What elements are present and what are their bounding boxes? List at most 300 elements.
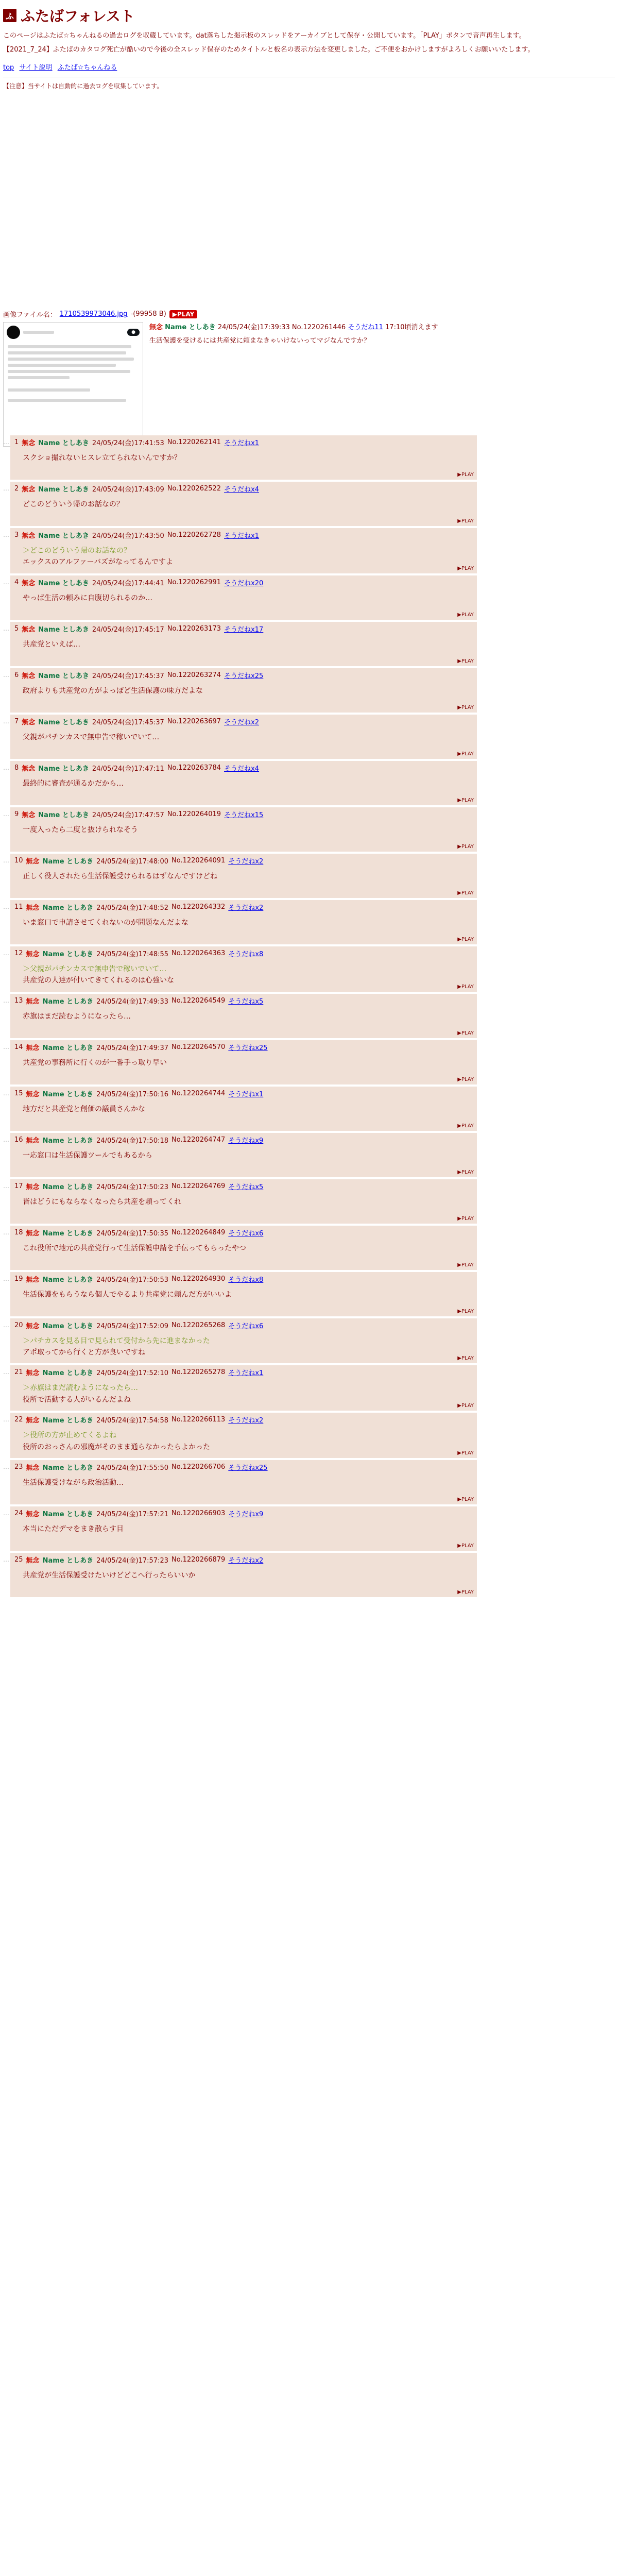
reply-sodane-link[interactable]: そうだねx2 bbox=[228, 1556, 264, 1565]
reply-quote: ＞どこのどういう帰のお話なの？ bbox=[23, 547, 131, 555]
reply-sodane-link[interactable]: そうだねx25 bbox=[224, 672, 264, 680]
reply-number: No.1220264570 bbox=[171, 1043, 226, 1051]
tweet-line bbox=[8, 358, 134, 361]
reply-header bbox=[14, 1042, 473, 1052]
reply-name: Name としあき bbox=[42, 1510, 94, 1518]
op-header bbox=[3, 309, 615, 319]
reply-number: No.1220264332 bbox=[171, 903, 226, 911]
op-image-size: -(99958 B) bbox=[130, 310, 166, 318]
reply-label: 無念 bbox=[26, 1090, 40, 1098]
reply-box bbox=[10, 715, 477, 759]
notice: 【注意】当サイトは自動的に過去ログを収集しています。 bbox=[3, 82, 163, 90]
reply-quote: ＞父親がパチンカスで無申告で稼いでいて… bbox=[23, 964, 167, 973]
reply-name: Name としあき bbox=[42, 857, 94, 866]
reply-number: No.1220264019 bbox=[167, 810, 221, 818]
reply-box bbox=[10, 1460, 477, 1504]
tweet-body bbox=[4, 345, 143, 402]
reply-date: 24/05/24(金)17:57:21 bbox=[96, 1510, 169, 1518]
reply-label: 無念 bbox=[26, 1510, 40, 1518]
reply-box bbox=[10, 1087, 477, 1131]
reply-marker: … bbox=[3, 810, 9, 818]
reply-text-block bbox=[23, 1335, 474, 1362]
reply-box bbox=[10, 900, 477, 944]
reply-index: 9 bbox=[14, 810, 19, 818]
reply-index: 19 bbox=[14, 1275, 23, 1283]
reply-header bbox=[14, 1228, 473, 1238]
reply-play-button[interactable]: ▶PLAY bbox=[457, 658, 474, 664]
reply-play-button[interactable]: ▶PLAY bbox=[457, 1076, 474, 1082]
reply-list bbox=[3, 435, 615, 1599]
reply-name: Name としあき bbox=[38, 579, 89, 587]
reply-text: エックスのアルファーバズがなってるんですよ bbox=[23, 558, 174, 567]
reply-sodane-link[interactable]: そうだねx5 bbox=[228, 1183, 264, 1191]
reply-number: No.1220263784 bbox=[167, 764, 221, 772]
reply-name: Name としあき bbox=[42, 1417, 94, 1425]
reply-date: 24/05/24(金)17:48:00 bbox=[96, 857, 169, 866]
reply-marker: … bbox=[3, 996, 9, 1004]
reply-number: No.1220264549 bbox=[171, 996, 226, 1005]
reply-box bbox=[10, 622, 477, 666]
reply-box bbox=[10, 1133, 477, 1177]
reply-sodane-link[interactable]: そうだねx20 bbox=[224, 579, 264, 587]
reply-sodane-link[interactable]: そうだねx2 bbox=[228, 1417, 264, 1425]
reply-date: 24/05/24(金)17:52:10 bbox=[96, 1369, 169, 1378]
reply-index: 10 bbox=[14, 856, 23, 865]
reply-sodane-link[interactable]: そうだねx4 bbox=[224, 486, 260, 494]
reply-number: No.1220264363 bbox=[171, 949, 226, 957]
reply-marker: … bbox=[3, 1368, 9, 1376]
reply-text-block bbox=[23, 1196, 473, 1208]
reply-text-block bbox=[23, 1570, 473, 1581]
reply-box bbox=[10, 482, 477, 526]
reply-sodane-link[interactable]: そうだねx4 bbox=[224, 765, 260, 773]
reply-text-block bbox=[23, 592, 473, 604]
reply-sodane-link[interactable]: そうだねx5 bbox=[228, 997, 264, 1006]
reply-box bbox=[10, 761, 477, 805]
page-header bbox=[3, 3, 615, 223]
file-label: 画像ファイル名： bbox=[3, 311, 57, 319]
reply-row bbox=[3, 994, 615, 1038]
reply-marker: … bbox=[3, 856, 9, 864]
reply-text: 赤旗はまだ読むようになったら… bbox=[23, 1012, 131, 1021]
reply-label: 無念 bbox=[26, 1044, 40, 1052]
tweet-line bbox=[8, 364, 116, 367]
reply-marker: … bbox=[3, 1228, 9, 1236]
reply-date: 24/05/24(金)17:43:09 bbox=[92, 486, 164, 494]
reply-sodane-link[interactable]: そうだねx2 bbox=[228, 857, 264, 866]
reply-play-button[interactable]: ▶PLAY bbox=[457, 843, 474, 850]
reply-number: No.1220263697 bbox=[167, 717, 221, 725]
reply-play-button[interactable]: ▶PLAY bbox=[457, 518, 474, 524]
reply-sodane-link[interactable]: そうだねx6 bbox=[228, 1229, 264, 1238]
reply-sodane-link[interactable]: そうだねx2 bbox=[228, 904, 264, 912]
reply-number: No.1220266706 bbox=[171, 1463, 226, 1471]
reply-index: 1 bbox=[14, 438, 19, 446]
futaba-logo-icon: ふ bbox=[3, 9, 16, 22]
reply-header bbox=[14, 1555, 473, 1565]
reply-quote: ＞パチカスを見る目で見られて受付から先に進まなかった bbox=[23, 1336, 210, 1345]
op-number: No.1220261446 bbox=[291, 324, 346, 331]
reply-header bbox=[14, 1181, 473, 1191]
reply-row bbox=[3, 1133, 615, 1177]
reply-box bbox=[10, 807, 477, 852]
reply-date: 24/05/24(金)17:49:37 bbox=[96, 1044, 169, 1052]
reply-date: 24/05/24(金)17:47:11 bbox=[92, 765, 164, 773]
reply-row bbox=[3, 1413, 615, 1458]
reply-text: 最終的に審査が通るかだから… bbox=[23, 779, 124, 788]
reply-sodane-link[interactable]: そうだねx6 bbox=[228, 1322, 264, 1330]
reply-date: 24/05/24(金)17:47:57 bbox=[92, 811, 164, 819]
nav-top-link[interactable]: top bbox=[3, 63, 14, 72]
reply-label: 無念 bbox=[22, 439, 36, 447]
reply-text-block bbox=[23, 685, 473, 697]
reply-number: No.1220262991 bbox=[167, 578, 221, 586]
reply-play-button[interactable]: ▶PLAY bbox=[457, 1450, 474, 1456]
reply-header bbox=[14, 856, 473, 866]
op-name: Name としあき bbox=[165, 324, 216, 331]
reply-row bbox=[3, 715, 615, 759]
reply-label: 無念 bbox=[26, 1417, 40, 1425]
reply-name: Name としあき bbox=[38, 625, 89, 634]
reply-text-block bbox=[23, 639, 473, 650]
tweet-line bbox=[8, 376, 70, 379]
reply-play-button[interactable]: ▶PLAY bbox=[457, 1496, 474, 1502]
reply-header bbox=[14, 1462, 473, 1472]
op-image-link[interactable]: 1710539973046.jpg bbox=[59, 310, 128, 318]
reply-date: 24/05/24(金)17:41:53 bbox=[92, 439, 164, 447]
reply-text: 生活保護受けながら政治活動… bbox=[23, 1478, 124, 1487]
reply-label: 無念 bbox=[26, 1556, 40, 1565]
avatar bbox=[7, 326, 20, 339]
reply-index: 11 bbox=[14, 903, 23, 911]
reply-marker: … bbox=[3, 949, 9, 957]
reply-box bbox=[10, 1506, 477, 1551]
reply-sodane-link[interactable]: そうだねx1 bbox=[228, 1090, 264, 1098]
reply-text: 一応窓口は生活保護ツールでもあるから bbox=[23, 1151, 152, 1160]
reply-label: 無念 bbox=[22, 811, 36, 819]
reply-marker: … bbox=[3, 1136, 9, 1143]
reply-row bbox=[3, 1272, 615, 1316]
reply-marker: … bbox=[3, 1463, 9, 1470]
reply-name: Name としあき bbox=[38, 718, 89, 726]
op-label: 無念 bbox=[149, 324, 163, 331]
reply-index: 2 bbox=[14, 485, 19, 493]
reply-name: Name としあき bbox=[42, 1369, 94, 1378]
reply-marker: … bbox=[3, 1416, 9, 1423]
op-sodane-link[interactable]: そうだね11 bbox=[348, 324, 383, 331]
reply-row bbox=[3, 482, 615, 526]
tweet-line bbox=[8, 370, 130, 373]
reply-date: 24/05/24(金)17:45:17 bbox=[92, 625, 164, 634]
reply-box bbox=[10, 575, 477, 620]
reply-sodane-link[interactable]: そうだねx8 bbox=[228, 950, 264, 958]
reply-marker: … bbox=[3, 764, 9, 771]
reply-marker: … bbox=[3, 1509, 9, 1517]
reply-text-block bbox=[23, 917, 473, 928]
reply-row bbox=[3, 1318, 615, 1364]
reply-date: 24/05/24(金)17:43:50 bbox=[92, 532, 164, 540]
reply-date: 24/05/24(金)17:44:41 bbox=[92, 579, 164, 587]
reply-row bbox=[3, 1087, 615, 1131]
site-title bbox=[3, 5, 615, 26]
reply-play-button[interactable]: ▶PLAY bbox=[457, 612, 474, 618]
reply-index: 21 bbox=[14, 1368, 23, 1377]
reply-header bbox=[14, 1135, 473, 1145]
reply-index: 17 bbox=[14, 1182, 23, 1190]
reply-name: Name としあき bbox=[42, 950, 94, 958]
reply-name: Name としあき bbox=[42, 1556, 94, 1565]
reply-play-button[interactable]: ▶PLAY bbox=[457, 1589, 474, 1595]
reply-header bbox=[14, 763, 473, 773]
reply-sodane-link[interactable]: そうだねx17 bbox=[224, 625, 264, 634]
reply-index: 23 bbox=[14, 1463, 23, 1471]
reply-index: 16 bbox=[14, 1136, 23, 1144]
reply-number: No.1220264769 bbox=[171, 1182, 226, 1190]
reply-date: 24/05/24(金)17:57:23 bbox=[96, 1556, 169, 1565]
reply-date: 24/05/24(金)17:50:18 bbox=[96, 1137, 169, 1145]
reply-marker: … bbox=[3, 624, 9, 632]
reply-sodane-link[interactable]: そうだねx1 bbox=[228, 1369, 264, 1378]
reply-name: Name としあき bbox=[42, 904, 94, 912]
reply-play-button[interactable]: ▶PLAY bbox=[457, 1169, 474, 1175]
reply-number: No.1220266903 bbox=[171, 1509, 226, 1517]
tweet-name-placeholder bbox=[23, 331, 54, 334]
reply-header bbox=[14, 1367, 473, 1377]
reply-index: 8 bbox=[14, 764, 19, 772]
reply-text-block bbox=[23, 1477, 473, 1488]
reply-name: Name としあき bbox=[38, 439, 89, 447]
reply-marker: … bbox=[3, 1043, 9, 1050]
reply-play-button[interactable]: ▶PLAY bbox=[457, 1403, 474, 1409]
reply-box bbox=[10, 1179, 477, 1224]
reply-label: 無念 bbox=[26, 997, 40, 1006]
reply-sodane-link[interactable]: そうだねx9 bbox=[228, 1137, 264, 1145]
reply-date: 24/05/24(金)17:48:55 bbox=[96, 950, 169, 958]
reply-index: 22 bbox=[14, 1416, 23, 1424]
reply-play-button[interactable]: ▶PLAY bbox=[457, 984, 474, 990]
reply-play-button[interactable]: ▶PLAY bbox=[457, 1262, 474, 1268]
reply-header bbox=[14, 996, 473, 1006]
reply-box bbox=[10, 1553, 477, 1597]
tweet-header bbox=[4, 323, 143, 342]
reply-header bbox=[14, 902, 473, 912]
reply-text-block bbox=[23, 778, 473, 789]
reply-header bbox=[14, 530, 473, 540]
reply-text: 地方だと共産党と創価の議員さんかな bbox=[23, 1105, 145, 1113]
reply-number: No.1220265268 bbox=[171, 1321, 226, 1329]
reply-text: 父親がパチンカスで無申告で稼いでいて… bbox=[23, 733, 160, 741]
reply-text: 共産党の事務所に行くのが一番手っ取り早い bbox=[23, 1058, 167, 1067]
reply-number: No.1220263173 bbox=[167, 624, 221, 633]
reply-play-button[interactable]: ▶PLAY bbox=[457, 751, 474, 757]
reply-index: 6 bbox=[14, 671, 19, 679]
reply-play-button[interactable]: ▶PLAY bbox=[457, 704, 474, 710]
reply-text: やっぱ生活の頼みに自腹切られるのか… bbox=[23, 594, 152, 602]
nav-help-link[interactable]: サイト説明 bbox=[19, 63, 53, 72]
reply-row bbox=[3, 854, 615, 898]
reply-index: 3 bbox=[14, 531, 19, 539]
reply-text-block bbox=[23, 499, 473, 510]
reply-row bbox=[3, 1040, 615, 1084]
tweet-line bbox=[8, 388, 90, 392]
reply-label: 無念 bbox=[22, 532, 36, 540]
reply-play-button[interactable]: ▶PLAY bbox=[457, 565, 474, 571]
reply-header bbox=[14, 1509, 473, 1518]
reply-sodane-link[interactable]: そうだねx15 bbox=[224, 811, 264, 819]
reply-text-block bbox=[23, 1430, 473, 1453]
reply-play-button[interactable]: ▶PLAY bbox=[457, 1543, 474, 1549]
site-title-text: ふたばフォレスト bbox=[21, 8, 135, 25]
reply-box bbox=[10, 668, 477, 713]
reply-box bbox=[10, 1226, 477, 1270]
reply-date: 24/05/24(金)17:50:16 bbox=[96, 1090, 169, 1098]
reply-header bbox=[14, 717, 473, 726]
reply-number: No.1220263274 bbox=[167, 671, 221, 679]
reply-box bbox=[10, 1272, 477, 1316]
reply-text-block bbox=[23, 824, 473, 836]
op-date: 24/05/24(金)17:39:33 bbox=[217, 324, 290, 331]
reply-index: 15 bbox=[14, 1089, 23, 1097]
reply-box bbox=[10, 1318, 477, 1364]
reply-row bbox=[3, 807, 615, 852]
tweet-line bbox=[8, 399, 126, 402]
reply-box bbox=[10, 528, 477, 573]
reply-number: No.1220266113 bbox=[171, 1416, 226, 1424]
reply-text: 役所で活動する人がいるんだよね bbox=[23, 1395, 131, 1404]
op-text: 生活保護を受けるには共産党に頼まなきゃいけないってマジなんですか？ bbox=[149, 337, 371, 345]
reply-text: 本当にただデマをまき散らす目 bbox=[23, 1524, 124, 1533]
reply-box bbox=[10, 1040, 477, 1084]
reply-label: 無念 bbox=[26, 1229, 40, 1238]
reply-play-button[interactable]: ▶PLAY bbox=[457, 936, 474, 942]
reply-label: 無念 bbox=[22, 672, 36, 680]
reply-header bbox=[14, 948, 473, 958]
op-thumbnail[interactable] bbox=[3, 322, 143, 447]
reply-index: 12 bbox=[14, 949, 23, 957]
reply-play-button[interactable]: ▶PLAY bbox=[457, 1123, 474, 1129]
op-play-button[interactable]: ▶PLAY bbox=[169, 310, 198, 318]
reply-header bbox=[14, 809, 473, 819]
reply-text-block bbox=[23, 1382, 473, 1405]
reply-name: Name としあき bbox=[42, 1276, 94, 1284]
reply-box bbox=[10, 1365, 477, 1411]
reply-label: 無念 bbox=[26, 950, 40, 958]
reply-index: 14 bbox=[14, 1043, 23, 1051]
reply-sodane-link[interactable]: そうだねx1 bbox=[224, 439, 260, 447]
reply-date: 24/05/24(金)17:52:09 bbox=[96, 1322, 169, 1330]
reply-name: Name としあき bbox=[38, 765, 89, 773]
reply-text: これ役所で地元の共産党行って生活保護申請を手伝ってもらったやつ bbox=[23, 1244, 246, 1252]
reply-box bbox=[10, 946, 477, 992]
nav-futaba-link[interactable]: ふたば☆ちゃんねる bbox=[57, 63, 117, 72]
reply-play-button[interactable]: ▶PLAY bbox=[457, 472, 474, 478]
reply-sodane-link[interactable]: そうだねx9 bbox=[228, 1510, 264, 1518]
reply-play-button[interactable]: ▶PLAY bbox=[457, 1355, 474, 1362]
reply-date: 24/05/24(金)17:50:23 bbox=[96, 1183, 169, 1191]
reply-marker: … bbox=[3, 578, 9, 586]
reply-label: 無念 bbox=[22, 579, 36, 587]
reply-text-block bbox=[23, 1243, 473, 1254]
reply-name: Name としあき bbox=[42, 1183, 94, 1191]
reply-play-button[interactable]: ▶PLAY bbox=[457, 1308, 474, 1314]
reply-label: 無念 bbox=[26, 1369, 40, 1378]
reply-label: 無念 bbox=[26, 1464, 40, 1472]
reply-quote: ＞赤旗はまだ読むようになったら… bbox=[23, 1384, 138, 1393]
reply-text-block bbox=[23, 1289, 473, 1300]
reply-row bbox=[3, 435, 615, 480]
reply-header bbox=[14, 624, 473, 634]
reply-row bbox=[3, 622, 615, 666]
reply-text-block bbox=[23, 1011, 473, 1022]
reply-marker: … bbox=[3, 438, 9, 446]
reply-index: 24 bbox=[14, 1509, 23, 1517]
reply-play-button[interactable]: ▶PLAY bbox=[457, 797, 474, 803]
reply-sodane-link[interactable]: そうだねx8 bbox=[228, 1276, 264, 1284]
reply-text-block bbox=[23, 452, 473, 464]
op-expire: 17:10頃消えます bbox=[385, 324, 438, 331]
follow-button: ● bbox=[127, 329, 140, 336]
blank-area bbox=[3, 94, 615, 223]
reply-row bbox=[3, 761, 615, 805]
reply-text: いま窓口で申請させてくれないのが問題なんだよな bbox=[23, 918, 188, 927]
reply-text-block bbox=[23, 1523, 473, 1535]
reply-sodane-link[interactable]: そうだねx25 bbox=[228, 1464, 268, 1472]
reply-header bbox=[14, 1274, 473, 1284]
reply-box bbox=[10, 435, 477, 480]
reply-date: 24/05/24(金)17:49:33 bbox=[96, 997, 169, 1006]
reply-text-block bbox=[23, 545, 473, 568]
reply-sodane-link[interactable]: そうだねx25 bbox=[228, 1044, 268, 1052]
reply-text-block bbox=[23, 1104, 473, 1115]
reply-text-block bbox=[23, 1150, 473, 1161]
reply-label: 無念 bbox=[22, 625, 36, 634]
reply-index: 25 bbox=[14, 1555, 23, 1564]
reply-box bbox=[10, 1413, 477, 1458]
nav-links bbox=[3, 62, 615, 72]
reply-name: Name としあき bbox=[42, 997, 94, 1006]
reply-sodane-link[interactable]: そうだねx1 bbox=[224, 532, 260, 540]
reply-marker: … bbox=[3, 717, 9, 725]
reply-marker: … bbox=[3, 1182, 9, 1190]
reply-header bbox=[14, 1320, 473, 1330]
reply-row bbox=[3, 1506, 615, 1551]
reply-marker: … bbox=[3, 1089, 9, 1097]
reply-play-button[interactable]: ▶PLAY bbox=[457, 1215, 474, 1222]
reply-marker: … bbox=[3, 1321, 9, 1329]
reply-play-button[interactable]: ▶PLAY bbox=[457, 890, 474, 896]
reply-sodane-link[interactable]: そうだねx2 bbox=[224, 718, 260, 726]
op-meta bbox=[149, 322, 438, 447]
reply-quote: ＞役所の方が止めてくるよね bbox=[23, 1431, 116, 1440]
reply-row bbox=[3, 575, 615, 620]
reply-header bbox=[14, 437, 473, 447]
reply-row bbox=[3, 946, 615, 992]
tweet-line bbox=[8, 345, 131, 348]
reply-number: No.1220264744 bbox=[171, 1089, 226, 1097]
reply-name: Name としあき bbox=[42, 1229, 94, 1238]
reply-text: 皆はどうにもならなくなったら共産を頼ってくれ bbox=[23, 1197, 181, 1206]
reply-text-block bbox=[23, 732, 473, 743]
reply-index: 20 bbox=[14, 1321, 23, 1329]
reply-text-block bbox=[23, 1057, 473, 1069]
reply-number: No.1220262728 bbox=[167, 531, 221, 539]
reply-text: 生活保護をもらうなら個人でやるより共産党に頼んだ方がいいよ bbox=[23, 1290, 232, 1299]
reply-date: 24/05/24(金)17:55:50 bbox=[96, 1464, 169, 1472]
reply-name: Name としあき bbox=[42, 1464, 94, 1472]
reply-play-button[interactable]: ▶PLAY bbox=[457, 1030, 474, 1036]
reply-label: 無念 bbox=[22, 765, 36, 773]
reply-date: 24/05/24(金)17:50:53 bbox=[96, 1276, 169, 1284]
